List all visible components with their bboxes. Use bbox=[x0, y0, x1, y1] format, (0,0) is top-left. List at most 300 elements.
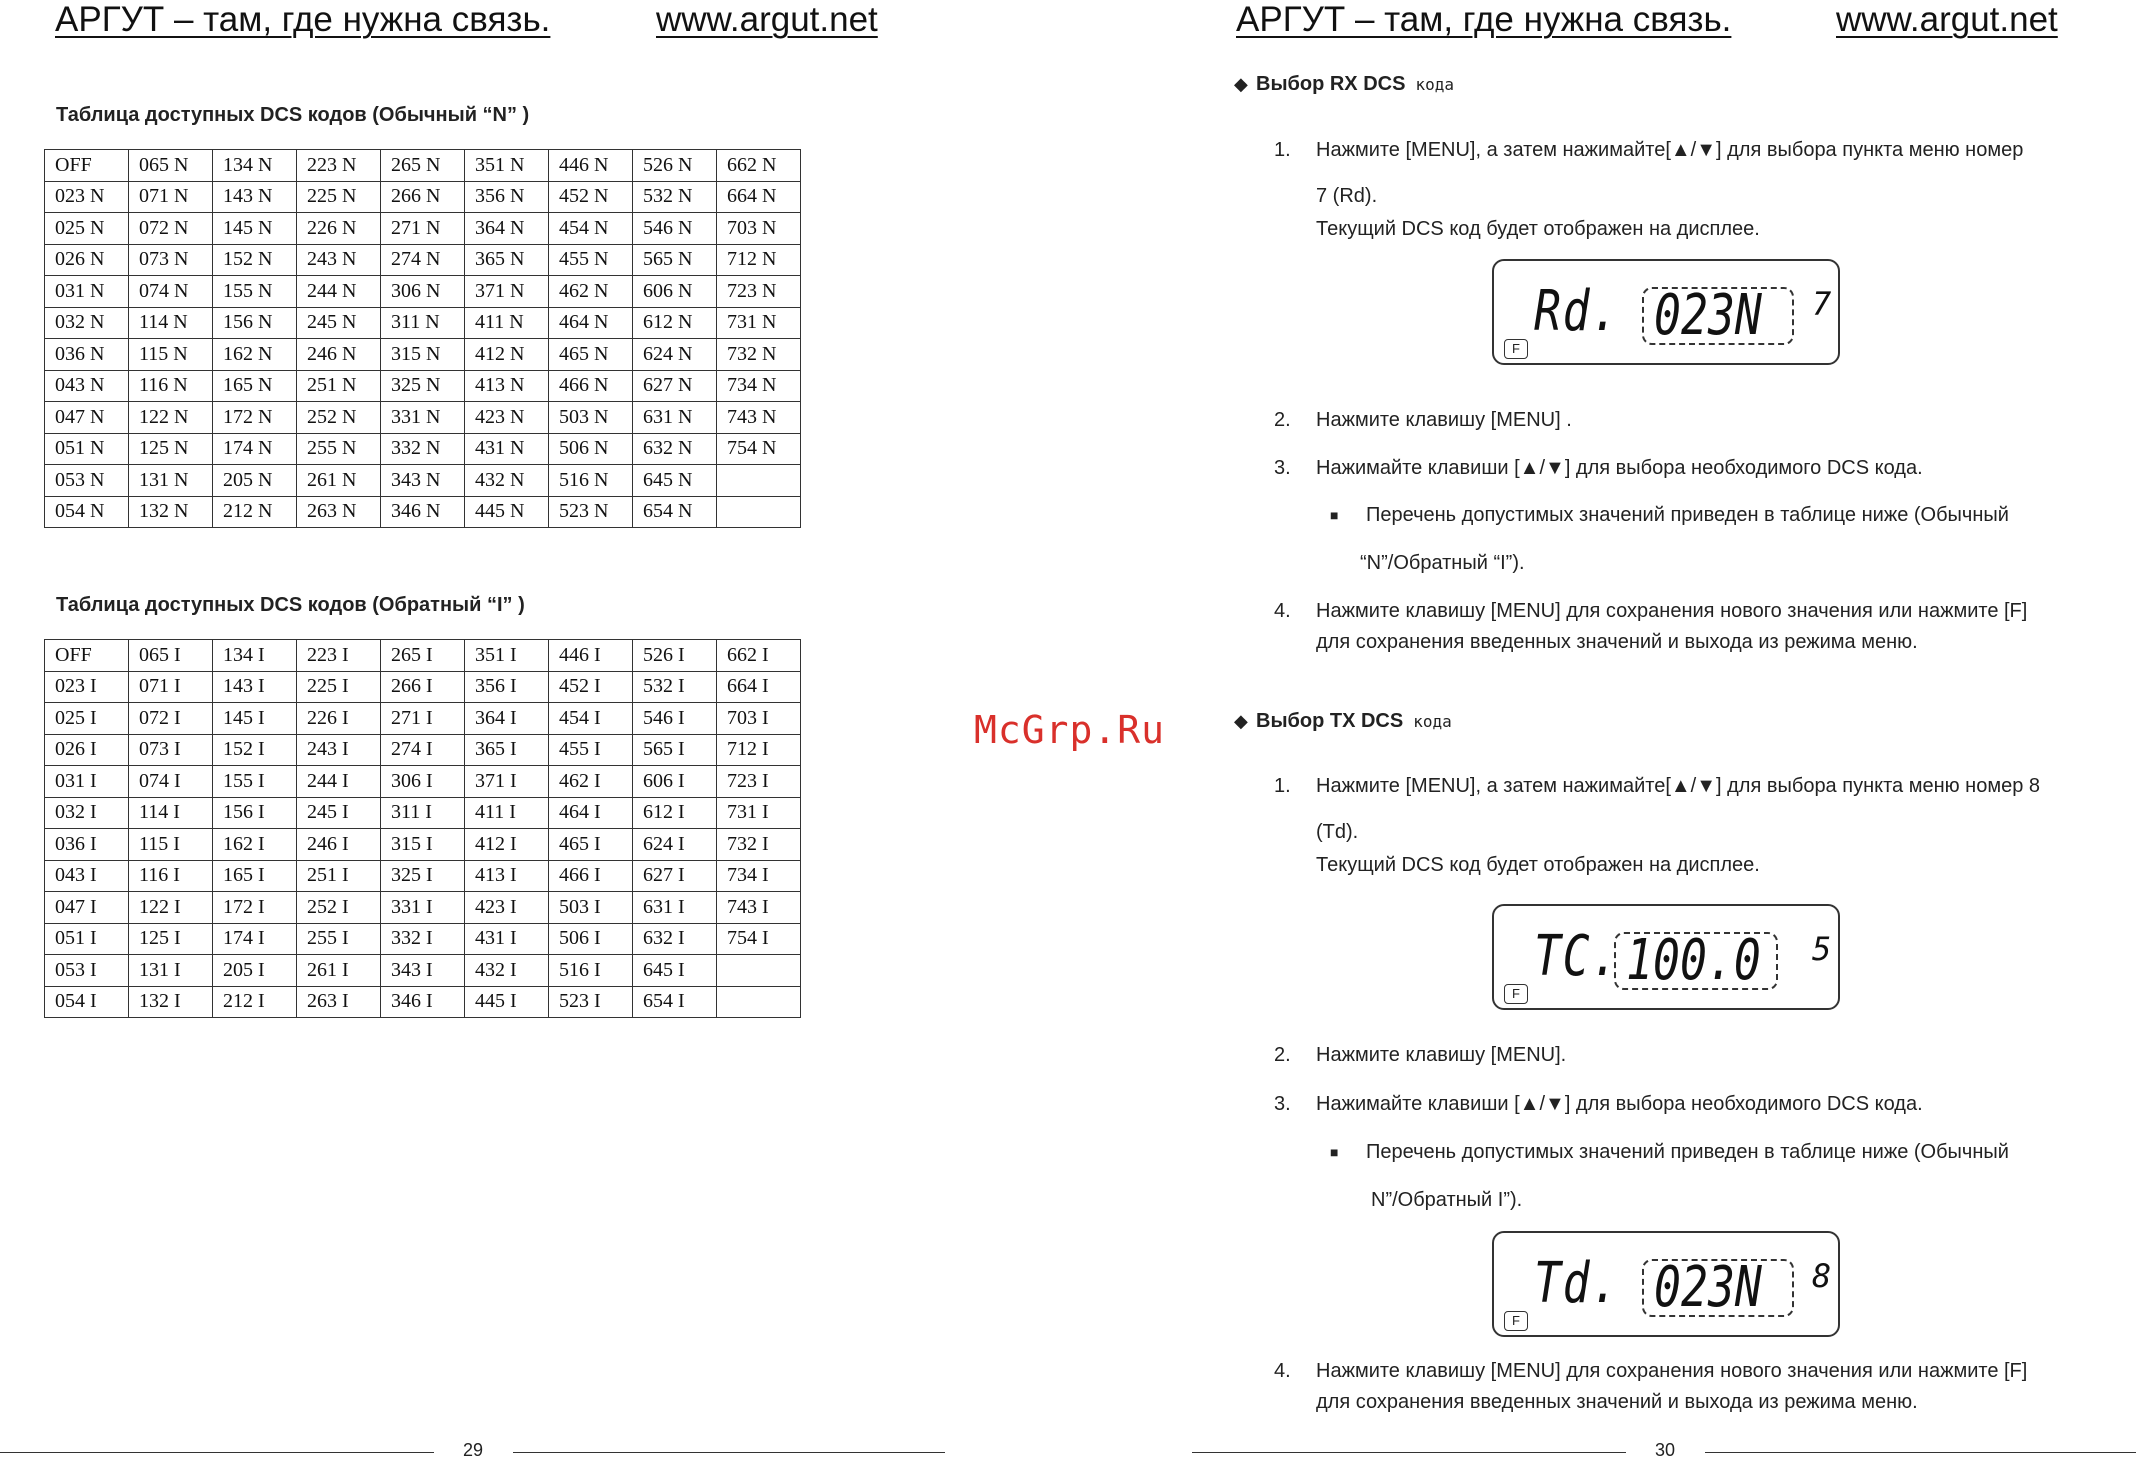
table-cell: 413 I bbox=[465, 860, 549, 892]
tx-bullet-text: Перечень допустимых значений приведен в таблице ниже (Обычный bbox=[1366, 1141, 2009, 1163]
header-title: АРГУТ – там, где нужна связь. bbox=[55, 0, 551, 39]
lcd-menu-number: 7 bbox=[1812, 285, 1832, 323]
table-cell: 703 N bbox=[717, 213, 801, 245]
table-cell: 156 N bbox=[213, 307, 297, 339]
table-i-caption: Таблица доступных DCS кодов (Обратный “I” ) bbox=[56, 594, 525, 616]
table-row bbox=[45, 986, 801, 1018]
table-cell: 311 I bbox=[381, 797, 465, 829]
table-cell: 165 N bbox=[213, 370, 297, 402]
lcd-display-rx bbox=[1492, 259, 1840, 365]
tx-step3-text: Нажимайте клавиши [▲/▼] для выбора необходимого DCS кода. bbox=[1316, 1093, 1923, 1115]
table-row bbox=[45, 923, 801, 955]
table-row bbox=[45, 402, 801, 434]
table-cell: 243 N bbox=[297, 244, 381, 276]
table-row bbox=[45, 829, 801, 861]
tx-step2-text: Нажмите клавишу [MENU]. bbox=[1316, 1044, 1567, 1066]
table-cell: 223 I bbox=[297, 640, 381, 672]
table-cell: 162 N bbox=[213, 339, 297, 371]
table-cell: 331 I bbox=[381, 892, 465, 924]
table-cell: 662 N bbox=[717, 150, 801, 182]
table-cell: 532 N bbox=[633, 181, 717, 213]
tx-step4-number: 4. bbox=[1274, 1360, 1291, 1382]
table-cell: 172 I bbox=[213, 892, 297, 924]
table-cell: 156 I bbox=[213, 797, 297, 829]
rx-step3-number: 3. bbox=[1274, 457, 1291, 479]
table-cell: 131 N bbox=[129, 465, 213, 497]
tx-step1-text: Нажмите [MENU], а затем нажимайте[▲/▼] для выбора пункта меню номер 8 bbox=[1316, 775, 2041, 797]
table-cell: 025 N bbox=[45, 213, 129, 245]
table-cell: 054 I bbox=[45, 986, 129, 1018]
tx-step2-number: 2. bbox=[1274, 1044, 1291, 1066]
table-cell: 624 I bbox=[633, 829, 717, 861]
table-cell: 053 N bbox=[45, 465, 129, 497]
table-cell: 031 N bbox=[45, 276, 129, 308]
square-bullet-icon: ■ bbox=[1330, 507, 1339, 523]
table-cell: 271 N bbox=[381, 213, 465, 245]
table-cell: 712 I bbox=[717, 734, 801, 766]
table-cell: 225 I bbox=[297, 671, 381, 703]
tx-step1-text-cont: (Td). bbox=[1316, 821, 1359, 843]
table-cell: 115 N bbox=[129, 339, 213, 371]
table-cell: 466 I bbox=[549, 860, 633, 892]
table-cell: 043 N bbox=[45, 370, 129, 402]
lcd-display-tx bbox=[1492, 1231, 1840, 1337]
table-cell: 431 I bbox=[465, 923, 549, 955]
table-cell: 145 I bbox=[213, 703, 297, 735]
table-cell: 432 I bbox=[465, 955, 549, 987]
table-cell: 423 I bbox=[465, 892, 549, 924]
table-cell: 174 N bbox=[213, 433, 297, 465]
table-cell: 245 I bbox=[297, 797, 381, 829]
table-cell: 243 I bbox=[297, 734, 381, 766]
table-cell: 632 N bbox=[633, 433, 717, 465]
table-cell: 343 I bbox=[381, 955, 465, 987]
table-row bbox=[45, 640, 801, 672]
table-cell: 071 N bbox=[129, 181, 213, 213]
table-cell: 263 I bbox=[297, 986, 381, 1018]
table-cell: 036 I bbox=[45, 829, 129, 861]
table-cell: 274 N bbox=[381, 244, 465, 276]
table-cell: 032 I bbox=[45, 797, 129, 829]
table-row bbox=[45, 465, 801, 497]
table-cell: 031 I bbox=[45, 766, 129, 798]
table-cell: 162 I bbox=[213, 829, 297, 861]
header-url: www.argut.net bbox=[656, 0, 878, 39]
table-cell: 365 N bbox=[465, 244, 549, 276]
table-cell: 212 I bbox=[213, 986, 297, 1018]
table-cell: 506 N bbox=[549, 433, 633, 465]
table-cell: 252 I bbox=[297, 892, 381, 924]
table-cell: 306 I bbox=[381, 766, 465, 798]
lcd-value: 023N bbox=[1654, 1255, 1762, 1320]
table-cell: 265 I bbox=[381, 640, 465, 672]
lcd-value-box bbox=[1642, 283, 1794, 348]
table-cell: 125 N bbox=[129, 433, 213, 465]
table-cell: 073 N bbox=[129, 244, 213, 276]
table-cell: 205 N bbox=[213, 465, 297, 497]
table-cell: 412 N bbox=[465, 339, 549, 371]
table-cell: 172 N bbox=[213, 402, 297, 434]
table-cell: 523 N bbox=[549, 496, 633, 528]
table-row bbox=[45, 496, 801, 528]
table-cell: 612 N bbox=[633, 307, 717, 339]
table-cell: 315 N bbox=[381, 339, 465, 371]
table-cell: 072 I bbox=[129, 703, 213, 735]
page-number: 30 bbox=[1655, 1440, 1676, 1460]
table-row bbox=[45, 433, 801, 465]
table-cell: 565 N bbox=[633, 244, 717, 276]
table-cell: 263 N bbox=[297, 496, 381, 528]
table-cell: 132 I bbox=[129, 986, 213, 1018]
footer-rule-left bbox=[1192, 1452, 1626, 1453]
table-n-caption: Таблица доступных DCS кодов (Обычный “N” ) bbox=[56, 104, 530, 126]
table-cell: 645 I bbox=[633, 955, 717, 987]
table-row bbox=[45, 734, 801, 766]
table-cell: 464 N bbox=[549, 307, 633, 339]
table-cell: 346 N bbox=[381, 496, 465, 528]
table-cell: 026 N bbox=[45, 244, 129, 276]
table-cell: 546 I bbox=[633, 703, 717, 735]
lcd-value-box bbox=[1642, 1255, 1794, 1320]
function-key-icon: F bbox=[1504, 339, 1528, 359]
table-cell: 145 N bbox=[213, 213, 297, 245]
table-cell: 412 I bbox=[465, 829, 549, 861]
table-cell: 452 I bbox=[549, 671, 633, 703]
table-cell: 051 N bbox=[45, 433, 129, 465]
table-cell: 114 N bbox=[129, 307, 213, 339]
table-cell: 356 I bbox=[465, 671, 549, 703]
table-row bbox=[45, 244, 801, 276]
table-cell: 074 I bbox=[129, 766, 213, 798]
table-cell: 413 N bbox=[465, 370, 549, 402]
table-cell: 356 N bbox=[465, 181, 549, 213]
rx-section-heading: ◆ Выбор RX DCS кода bbox=[1234, 73, 1454, 95]
header-url: www.argut.net bbox=[1836, 0, 2058, 39]
table-cell: 205 I bbox=[213, 955, 297, 987]
table-row bbox=[45, 307, 801, 339]
table-cell bbox=[717, 955, 801, 987]
table-row bbox=[45, 276, 801, 308]
table-cell: OFF bbox=[45, 150, 129, 182]
table-row bbox=[45, 797, 801, 829]
rx-step1-note: Текущий DCS код будет отображен на дисплее. bbox=[1316, 218, 1760, 240]
page-29 bbox=[0, 0, 1068, 1460]
table-cell: 023 N bbox=[45, 181, 129, 213]
table-cell: 246 N bbox=[297, 339, 381, 371]
table-cell: 526 N bbox=[633, 150, 717, 182]
table-cell: 743 N bbox=[717, 402, 801, 434]
footer-rule-right bbox=[513, 1452, 945, 1453]
table-cell: 731 N bbox=[717, 307, 801, 339]
table-cell: 455 N bbox=[549, 244, 633, 276]
lcd-value-box bbox=[1614, 928, 1778, 993]
lcd-mode: Td. bbox=[1534, 1251, 1620, 1316]
table-cell: 332 N bbox=[381, 433, 465, 465]
table-cell: 411 I bbox=[465, 797, 549, 829]
table-row bbox=[45, 671, 801, 703]
table-cell: 516 I bbox=[549, 955, 633, 987]
table-cell: 251 I bbox=[297, 860, 381, 892]
table-cell: 532 I bbox=[633, 671, 717, 703]
tx-section-heading: ◆ Выбор TX DCS кода bbox=[1234, 710, 1452, 732]
table-cell: 053 I bbox=[45, 955, 129, 987]
table-cell: 143 N bbox=[213, 181, 297, 213]
diamond-bullet-icon: ◆ bbox=[1234, 74, 1248, 94]
page-number: 29 bbox=[463, 1440, 484, 1460]
table-cell: 325 I bbox=[381, 860, 465, 892]
table-cell: 465 I bbox=[549, 829, 633, 861]
table-cell: 155 N bbox=[213, 276, 297, 308]
tx-bullet-text-cont: N”/Обратный I”). bbox=[1371, 1189, 1523, 1211]
table-cell: 445 I bbox=[465, 986, 549, 1018]
table-cell: 271 I bbox=[381, 703, 465, 735]
table-cell: 072 N bbox=[129, 213, 213, 245]
table-cell: 455 I bbox=[549, 734, 633, 766]
tx-step4-text: Нажмите клавишу [MENU] для сохранения нового значения или нажмите [F] bbox=[1316, 1360, 2028, 1382]
table-cell: 351 N bbox=[465, 150, 549, 182]
table-cell: 116 I bbox=[129, 860, 213, 892]
table-cell: 723 N bbox=[717, 276, 801, 308]
table-row bbox=[45, 860, 801, 892]
table-cell: 743 I bbox=[717, 892, 801, 924]
rx-step1-text-cont: 7 (Rd). bbox=[1316, 185, 1378, 207]
table-cell: 023 I bbox=[45, 671, 129, 703]
table-cell bbox=[717, 496, 801, 528]
table-cell: 251 N bbox=[297, 370, 381, 402]
table-cell: 134 N bbox=[213, 150, 297, 182]
header-title: АРГУТ – там, где нужна связь. bbox=[1236, 0, 1732, 39]
table-cell: 116 N bbox=[129, 370, 213, 402]
table-cell: 315 I bbox=[381, 829, 465, 861]
table-cell: 465 N bbox=[549, 339, 633, 371]
table-cell: 446 N bbox=[549, 150, 633, 182]
table-cell: 351 I bbox=[465, 640, 549, 672]
table-cell: 261 I bbox=[297, 955, 381, 987]
table-cell: 244 I bbox=[297, 766, 381, 798]
table-cell: 065 N bbox=[129, 150, 213, 182]
lcd-menu-number: 8 bbox=[1812, 1257, 1832, 1295]
table-cell: 664 I bbox=[717, 671, 801, 703]
table-cell: 223 N bbox=[297, 150, 381, 182]
table-cell: 274 I bbox=[381, 734, 465, 766]
lcd-value: 023N bbox=[1654, 283, 1762, 348]
table-cell: 516 N bbox=[549, 465, 633, 497]
rx-step2-number: 2. bbox=[1274, 409, 1291, 431]
table-cell: 074 N bbox=[129, 276, 213, 308]
table-cell: 226 I bbox=[297, 703, 381, 735]
table-cell: 371 I bbox=[465, 766, 549, 798]
table-cell: 703 I bbox=[717, 703, 801, 735]
table-cell: 654 N bbox=[633, 496, 717, 528]
table-cell: 664 N bbox=[717, 181, 801, 213]
rx-step4-text-cont: для сохранения введенных значений и выхода из режима меню. bbox=[1316, 631, 1918, 653]
table-row bbox=[45, 766, 801, 798]
table-cell: 255 N bbox=[297, 433, 381, 465]
rx-bullet-text: Перечень допустимых значений приведен в таблице ниже (Обычный bbox=[1366, 504, 2009, 526]
lcd-mode: Rd. bbox=[1534, 279, 1620, 344]
table-cell: OFF bbox=[45, 640, 129, 672]
table-cell: 546 N bbox=[633, 213, 717, 245]
table-cell: 225 N bbox=[297, 181, 381, 213]
table-cell: 073 I bbox=[129, 734, 213, 766]
table-cell: 754 N bbox=[717, 433, 801, 465]
rx-step1-text: Нажмите [MENU], а затем нажимайте[▲/▼] для выбора пункта меню номер bbox=[1316, 139, 2024, 161]
table-cell: 122 I bbox=[129, 892, 213, 924]
page-30 bbox=[1068, 0, 2136, 1460]
table-cell: 332 I bbox=[381, 923, 465, 955]
table-row bbox=[45, 892, 801, 924]
table-row bbox=[45, 955, 801, 987]
table-cell: 627 N bbox=[633, 370, 717, 402]
table-cell: 047 I bbox=[45, 892, 129, 924]
function-key-icon: F bbox=[1504, 1311, 1528, 1331]
dcs-table-inverse bbox=[44, 639, 801, 1018]
table-cell: 606 N bbox=[633, 276, 717, 308]
table-cell: 734 I bbox=[717, 860, 801, 892]
table-cell: 134 I bbox=[213, 640, 297, 672]
table-row bbox=[45, 703, 801, 735]
table-cell: 025 I bbox=[45, 703, 129, 735]
rx-step4-number: 4. bbox=[1274, 600, 1291, 622]
table-cell: 431 N bbox=[465, 433, 549, 465]
table-cell: 174 I bbox=[213, 923, 297, 955]
table-cell: 631 I bbox=[633, 892, 717, 924]
table-cell: 454 I bbox=[549, 703, 633, 735]
table-cell: 446 I bbox=[549, 640, 633, 672]
lcd-menu-number: 5 bbox=[1812, 930, 1832, 968]
table-cell bbox=[717, 465, 801, 497]
table-cell: 226 N bbox=[297, 213, 381, 245]
table-cell: 131 I bbox=[129, 955, 213, 987]
rx-step2-text: Нажмите клавишу [MENU] . bbox=[1316, 409, 1572, 431]
table-row bbox=[45, 213, 801, 245]
table-cell: 132 N bbox=[129, 496, 213, 528]
table-cell: 152 N bbox=[213, 244, 297, 276]
lcd-display-tone bbox=[1492, 904, 1840, 1010]
square-bullet-icon: ■ bbox=[1330, 1144, 1339, 1160]
lcd-mode: TC. bbox=[1534, 924, 1620, 989]
lcd-value: 100.0 bbox=[1626, 928, 1761, 993]
table-cell: 503 N bbox=[549, 402, 633, 434]
table-cell: 261 N bbox=[297, 465, 381, 497]
table-cell: 645 N bbox=[633, 465, 717, 497]
table-cell: 723 I bbox=[717, 766, 801, 798]
table-cell: 754 I bbox=[717, 923, 801, 955]
table-cell bbox=[717, 986, 801, 1018]
table-cell: 343 N bbox=[381, 465, 465, 497]
table-cell: 252 N bbox=[297, 402, 381, 434]
table-cell: 731 I bbox=[717, 797, 801, 829]
table-cell: 371 N bbox=[465, 276, 549, 308]
rx-step1-number: 1. bbox=[1274, 139, 1291, 161]
table-cell: 365 I bbox=[465, 734, 549, 766]
dcs-table-normal bbox=[44, 149, 801, 528]
table-cell: 364 I bbox=[465, 703, 549, 735]
table-cell: 331 N bbox=[381, 402, 465, 434]
table-cell: 026 I bbox=[45, 734, 129, 766]
table-cell: 454 N bbox=[549, 213, 633, 245]
table-cell: 526 I bbox=[633, 640, 717, 672]
table-cell: 265 N bbox=[381, 150, 465, 182]
table-row bbox=[45, 339, 801, 371]
table-cell: 732 I bbox=[717, 829, 801, 861]
table-cell: 115 I bbox=[129, 829, 213, 861]
table-cell: 255 I bbox=[297, 923, 381, 955]
table-cell: 662 I bbox=[717, 640, 801, 672]
diamond-bullet-icon: ◆ bbox=[1234, 711, 1248, 731]
table-cell: 036 N bbox=[45, 339, 129, 371]
footer-rule-left bbox=[0, 1452, 434, 1453]
table-cell: 565 I bbox=[633, 734, 717, 766]
table-cell: 632 I bbox=[633, 923, 717, 955]
table-cell: 423 N bbox=[465, 402, 549, 434]
table-cell: 266 N bbox=[381, 181, 465, 213]
table-cell: 311 N bbox=[381, 307, 465, 339]
table-cell: 612 I bbox=[633, 797, 717, 829]
table-cell: 143 I bbox=[213, 671, 297, 703]
table-cell: 452 N bbox=[549, 181, 633, 213]
rx-step4-text: Нажмите клавишу [MENU] для сохранения нового значения или нажмите [F] bbox=[1316, 600, 2028, 622]
table-cell: 065 I bbox=[129, 640, 213, 672]
table-cell: 503 I bbox=[549, 892, 633, 924]
table-cell: 432 N bbox=[465, 465, 549, 497]
table-row bbox=[45, 150, 801, 182]
table-cell: 165 I bbox=[213, 860, 297, 892]
tx-step1-note: Текущий DCS код будет отображен на дисплее. bbox=[1316, 854, 1760, 876]
table-cell: 734 N bbox=[717, 370, 801, 402]
table-cell: 445 N bbox=[465, 496, 549, 528]
table-cell: 346 I bbox=[381, 986, 465, 1018]
table-cell: 244 N bbox=[297, 276, 381, 308]
table-row bbox=[45, 181, 801, 213]
table-cell: 325 N bbox=[381, 370, 465, 402]
function-key-icon: F bbox=[1504, 984, 1528, 1004]
table-cell: 245 N bbox=[297, 307, 381, 339]
table-cell: 032 N bbox=[45, 307, 129, 339]
footer-rule-right bbox=[1705, 1452, 2136, 1453]
table-cell: 043 I bbox=[45, 860, 129, 892]
table-cell: 411 N bbox=[465, 307, 549, 339]
table-cell: 466 N bbox=[549, 370, 633, 402]
table-cell: 523 I bbox=[549, 986, 633, 1018]
tx-step3-number: 3. bbox=[1274, 1093, 1291, 1115]
table-cell: 266 I bbox=[381, 671, 465, 703]
table-cell: 306 N bbox=[381, 276, 465, 308]
table-cell: 624 N bbox=[633, 339, 717, 371]
table-cell: 212 N bbox=[213, 496, 297, 528]
table-cell: 506 I bbox=[549, 923, 633, 955]
table-cell: 114 I bbox=[129, 797, 213, 829]
table-cell: 051 I bbox=[45, 923, 129, 955]
rx-step3-text: Нажимайте клавиши [▲/▼] для выбора необходимого DCS кода. bbox=[1316, 457, 1923, 479]
table-cell: 155 I bbox=[213, 766, 297, 798]
table-cell: 364 N bbox=[465, 213, 549, 245]
table-cell: 464 I bbox=[549, 797, 633, 829]
tx-step1-number: 1. bbox=[1274, 775, 1291, 797]
table-cell: 152 I bbox=[213, 734, 297, 766]
table-row bbox=[45, 370, 801, 402]
table-cell: 631 N bbox=[633, 402, 717, 434]
table-cell: 047 N bbox=[45, 402, 129, 434]
table-cell: 627 I bbox=[633, 860, 717, 892]
table-cell: 054 N bbox=[45, 496, 129, 528]
rx-bullet-text-cont: “N”/Обратный “I”). bbox=[1360, 552, 1525, 574]
table-cell: 122 N bbox=[129, 402, 213, 434]
table-cell: 462 N bbox=[549, 276, 633, 308]
table-cell: 606 I bbox=[633, 766, 717, 798]
table-cell: 125 I bbox=[129, 923, 213, 955]
table-cell: 462 I bbox=[549, 766, 633, 798]
